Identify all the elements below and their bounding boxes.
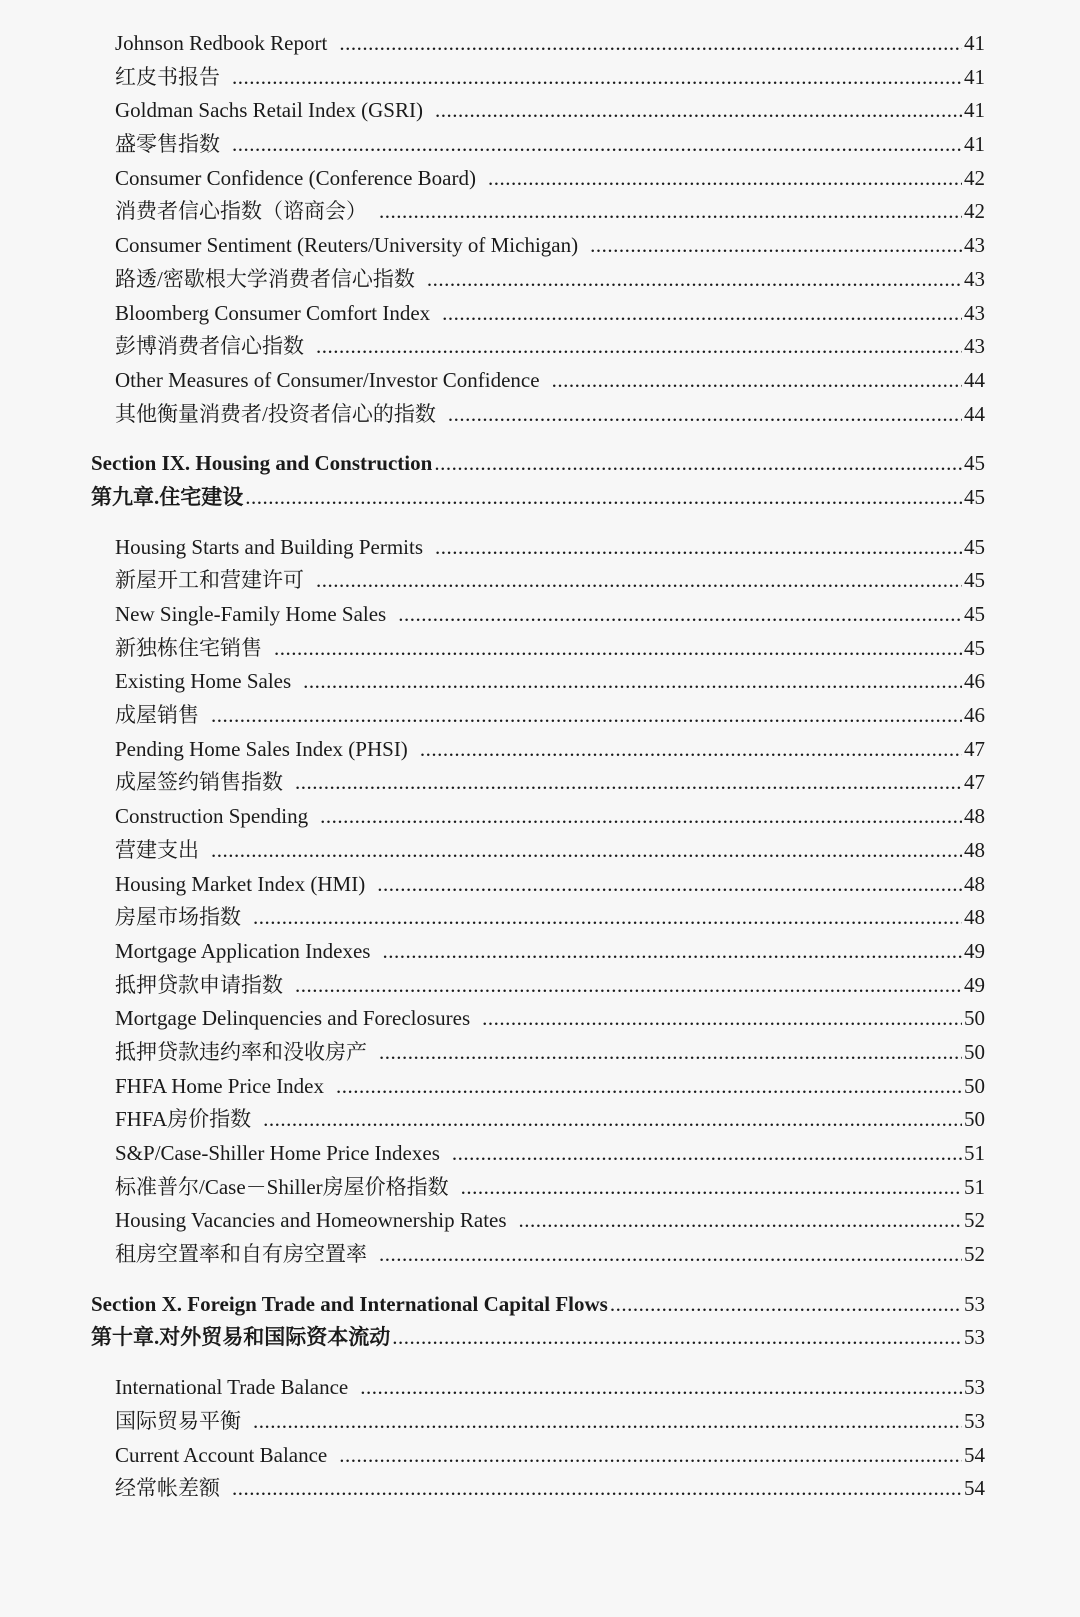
toc-entry-page-number: 43 (964, 266, 985, 291)
toc-entry[interactable] (115, 800, 985, 834)
toc-entry-page-number: 47 (964, 770, 985, 795)
dot-leader (263, 1103, 962, 1137)
dot-leader (379, 1238, 962, 1272)
toc-entry-title: 营建支出 (115, 837, 199, 862)
toc-entry-title: FHFA Home Price Index (115, 1073, 325, 1098)
toc-entry-title: 成屋签约销售指数 (115, 770, 283, 795)
toc-entry[interactable] (115, 330, 985, 364)
dot-leader (434, 447, 962, 481)
toc-entry[interactable] (115, 364, 985, 398)
dot-leader (435, 94, 962, 128)
dot-leader (452, 1137, 962, 1171)
toc-section-heading[interactable] (91, 481, 985, 515)
toc-entry[interactable] (115, 297, 985, 331)
toc-entry[interactable] (115, 665, 985, 699)
toc-entry[interactable] (115, 564, 985, 598)
toc-entry-title: 成屋销售 (115, 703, 199, 728)
toc-entry-page-number: 48 (964, 871, 985, 896)
dot-leader (211, 699, 962, 733)
toc-entry-title: 路透/密歇根大学消费者信心指数 (115, 266, 415, 291)
toc-entry[interactable] (115, 1371, 985, 1405)
toc-entry[interactable] (115, 398, 985, 432)
group-spacer (0, 431, 1080, 447)
toc-entry-page-number: 46 (964, 703, 985, 728)
toc-entry-title: 租房空置率和自有房空置率 (115, 1242, 367, 1267)
toc-entry-title: 经常帐差额 (115, 1476, 220, 1501)
dot-leader (339, 1439, 962, 1473)
toc-entry-title: New Single-Family Home Sales (115, 602, 387, 626)
toc-entry-title: 消费者信心指数（谘商会） (115, 199, 367, 224)
toc-entry-page-number: 44 (964, 367, 985, 392)
dot-leader (303, 665, 962, 699)
toc-entry-page-number: 45 (964, 568, 985, 593)
toc-entry-title: S&P/Case-Shiller Home Price Indexes (115, 1141, 440, 1165)
toc-entry[interactable] (115, 901, 985, 935)
toc-entry-title: Housing Vacancies and Homeownership Rates (115, 1208, 507, 1233)
toc-entry[interactable] (115, 1238, 985, 1272)
dot-leader (316, 330, 962, 364)
dot-leader (295, 766, 962, 800)
toc-entry-page-number: 45 (964, 451, 985, 476)
toc-entry[interactable] (115, 1002, 985, 1036)
dot-leader (448, 398, 962, 432)
dot-leader (461, 1171, 962, 1205)
toc-entry-title: 其他衡量消费者/投资者信心的指数 (115, 401, 436, 426)
toc-entry-title: 国际贸易平衡 (115, 1408, 241, 1433)
dot-leader (382, 935, 962, 969)
toc-entry-page-number: 52 (964, 1242, 985, 1267)
toc-entry-page-number: 49 (964, 972, 985, 997)
toc-entry-title: 新独栋住宅销售 (115, 635, 262, 660)
toc-entry-title: 彭博消费者信心指数 (115, 334, 304, 359)
toc-entry-page-number: 45 (964, 635, 985, 660)
toc-entry[interactable] (115, 263, 985, 297)
toc-entry-page-number: 41 (964, 31, 985, 55)
toc-entry-page-number: 41 (964, 98, 985, 123)
dot-leader (427, 263, 962, 297)
toc-entry[interactable] (115, 1204, 985, 1238)
toc-entry-page-number: 50 (964, 1107, 985, 1132)
dot-leader (295, 969, 962, 1003)
dot-leader (232, 61, 962, 95)
toc-entry-page-number: 46 (964, 669, 985, 694)
toc-entry-page-number: 47 (964, 736, 985, 761)
toc-entry-title: Housing Market Index (HMI) (115, 871, 366, 896)
dot-leader (336, 1070, 962, 1104)
toc-entry[interactable] (115, 766, 985, 800)
toc-entry-page-number: 53 (964, 1325, 985, 1350)
dot-leader (232, 1472, 962, 1506)
toc-entry[interactable] (115, 531, 985, 565)
toc-entry[interactable] (115, 195, 985, 229)
toc-entry[interactable] (115, 229, 985, 263)
toc-entry-title: Pending Home Sales Index (PHSI) (115, 736, 408, 761)
group-spacer (0, 1272, 1080, 1288)
toc-entry-title: Johnson Redbook Report (115, 31, 328, 55)
toc-entry-page-number: 50 (964, 1006, 985, 1031)
toc-entry-title: 第九章.住宅建设 (91, 484, 244, 509)
toc-entry-page-number: 50 (964, 1073, 985, 1098)
toc-entry[interactable] (115, 128, 985, 162)
toc-entry-title: Section X. Foreign Trade and International Capital Flows (91, 1291, 608, 1316)
toc-entry[interactable] (115, 61, 985, 95)
toc-entry-page-number: 51 (964, 1141, 985, 1165)
toc-entry-title: 盛零售指数 (115, 132, 220, 157)
group-spacer (0, 515, 1080, 531)
dot-leader (274, 632, 962, 666)
toc-entry-page-number: 42 (964, 199, 985, 224)
toc-entry-title: 抵押贷款违约率和没收房产 (115, 1039, 367, 1064)
toc-entry-title: Consumer Sentiment (Reuters/University of Michigan) (115, 233, 579, 258)
toc-entry-page-number: 52 (964, 1208, 985, 1233)
dot-leader (488, 162, 962, 196)
toc-entry-page-number: 48 (964, 837, 985, 862)
toc-entry-page-number: 42 (964, 165, 985, 190)
dot-leader (232, 128, 962, 162)
dot-leader (360, 1371, 962, 1405)
toc-entry-page-number: 48 (964, 905, 985, 930)
toc-entry[interactable] (115, 1070, 985, 1104)
table-of-contents (0, 27, 1080, 1506)
toc-entry-page-number: 43 (964, 233, 985, 258)
toc-entry-page-number: 54 (964, 1476, 985, 1501)
dot-leader (379, 195, 962, 229)
toc-section-heading[interactable] (91, 1288, 985, 1322)
toc-entry-page-number: 49 (964, 938, 985, 963)
toc-entry[interactable] (115, 1472, 985, 1506)
toc-entry-page-number: 53 (964, 1291, 985, 1316)
toc-entry[interactable] (115, 733, 985, 767)
toc-entry-title: 第十章.对外贸易和国际资本流动 (91, 1325, 391, 1350)
dot-leader (442, 297, 962, 331)
toc-entry-title: Goldman Sachs Retail Index (GSRI) (115, 98, 423, 123)
toc-entry-title: Current Account Balance (115, 1442, 328, 1467)
toc-entry-page-number: 53 (964, 1408, 985, 1433)
toc-entry[interactable] (115, 1439, 985, 1473)
toc-entry-title: Construction Spending (115, 804, 309, 829)
toc-entry-title: Other Measures of Consumer/Investor Confidence (115, 367, 540, 392)
toc-entry-page-number: 48 (964, 804, 985, 829)
toc-entry[interactable] (115, 162, 985, 196)
toc-entry-page-number: 51 (964, 1174, 985, 1199)
toc-section-heading[interactable] (91, 447, 985, 481)
dot-leader (610, 1288, 962, 1322)
dot-leader (316, 564, 962, 598)
group-spacer (0, 1355, 1080, 1371)
toc-entry-page-number: 41 (964, 64, 985, 89)
toc-entry-page-number: 44 (964, 401, 985, 426)
toc-entry-title: Mortgage Delinquencies and Foreclosures (115, 1006, 471, 1031)
dot-leader (552, 364, 962, 398)
toc-entry-title: 标准普尔/Case－Shiller房屋价格指数 (115, 1174, 449, 1199)
toc-entry-page-number: 50 (964, 1039, 985, 1064)
dot-leader (590, 229, 962, 263)
toc-entry[interactable] (115, 969, 985, 1003)
dot-leader (339, 27, 962, 61)
toc-entry-page-number: 53 (964, 1375, 985, 1400)
dot-leader (245, 481, 962, 515)
toc-entry-title: Mortgage Application Indexes (115, 938, 371, 963)
dot-leader (392, 1321, 962, 1355)
dot-leader (379, 1036, 962, 1070)
toc-entry-title: FHFA房价指数 (115, 1107, 252, 1132)
toc-entry-title: Consumer Confidence (Conference Board) (115, 165, 476, 190)
toc-entry[interactable] (115, 1036, 985, 1070)
toc-entry[interactable] (115, 699, 985, 733)
toc-entry[interactable] (115, 598, 985, 632)
toc-entry-page-number: 41 (964, 132, 985, 157)
toc-entry-title: Existing Home Sales (115, 669, 292, 694)
toc-entry[interactable] (115, 834, 985, 868)
toc-entry-page-number: 45 (964, 534, 985, 559)
toc-entry-page-number: 45 (964, 484, 985, 509)
toc-entry[interactable] (115, 935, 985, 969)
dot-leader (377, 868, 962, 902)
toc-entry-title: Section IX. Housing and Construction (91, 451, 433, 476)
toc-entry-title: 房屋市场指数 (115, 905, 241, 930)
toc-entry-page-number: 43 (964, 334, 985, 359)
toc-entry[interactable] (115, 1103, 985, 1137)
toc-entry-title: 红皮书报告 (115, 64, 220, 89)
toc-entry-title: Housing Starts and Building Permits (115, 534, 424, 559)
toc-entry-title: 抵押贷款申请指数 (115, 972, 283, 997)
toc-entry[interactable] (115, 1171, 985, 1205)
dot-leader (420, 733, 962, 767)
dot-leader (211, 834, 962, 868)
toc-entry[interactable] (115, 1405, 985, 1439)
dot-leader (320, 800, 962, 834)
toc-entry[interactable] (115, 94, 985, 128)
dot-leader (435, 531, 962, 565)
toc-entry-page-number: 43 (964, 300, 985, 325)
toc-entry-page-number: 45 (964, 602, 985, 626)
dot-leader (482, 1002, 962, 1036)
toc-entry-title: 新屋开工和营建许可 (115, 568, 304, 593)
dot-leader (253, 901, 962, 935)
dot-leader (519, 1204, 962, 1238)
toc-entry-page-number: 54 (964, 1442, 985, 1467)
toc-entry[interactable] (115, 1137, 985, 1171)
dot-leader (398, 598, 962, 632)
toc-entry[interactable] (115, 632, 985, 666)
toc-entry-title: International Trade Balance (115, 1375, 349, 1400)
toc-entry[interactable] (115, 27, 985, 61)
toc-entry[interactable] (115, 868, 985, 902)
toc-entry-title: Bloomberg Consumer Comfort Index (115, 300, 431, 325)
toc-section-heading[interactable] (91, 1321, 985, 1355)
dot-leader (253, 1405, 962, 1439)
